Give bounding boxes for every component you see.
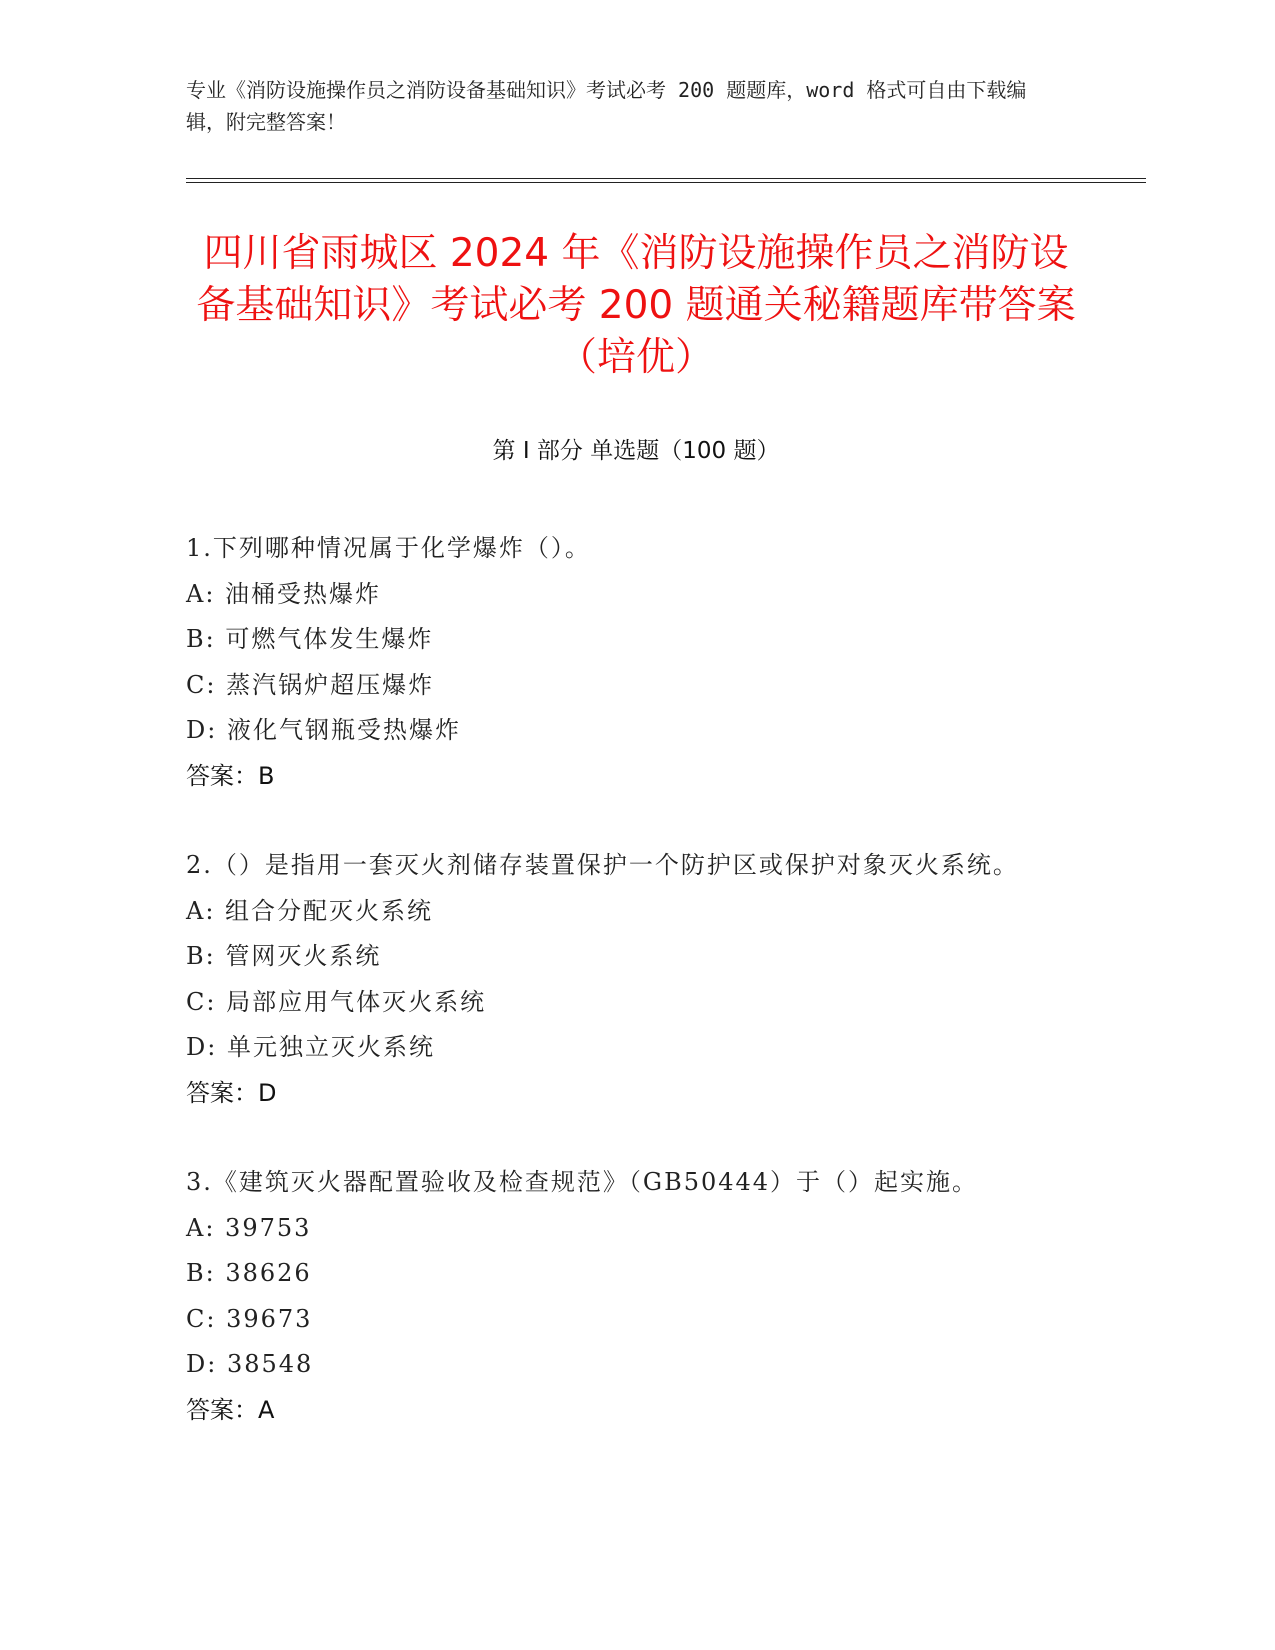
question-2 (186, 843, 1066, 1116)
section-heading: 第 I 部分 单选题（100 题） (492, 438, 780, 464)
option-a: A: 39753 (186, 1213, 312, 1242)
option-a: A: 油桶受热爆炸 (186, 579, 382, 608)
option-d: D: 液化气钢瓶受热爆炸 (186, 716, 461, 744)
question-list (186, 526, 1066, 1477)
option-b: B: 可燃气体发生爆炸 (186, 625, 434, 653)
question-text: 3.《建筑灭火器配置验收及检查规范》（GB50444）于（）起实施。 (186, 1168, 979, 1196)
question-3 (186, 1160, 1066, 1433)
header-divider-top (186, 178, 1146, 179)
answer: 答案：B (186, 761, 275, 790)
header-note: 专业《消防设施操作员之消防设备基础知识》考试必考 200 题题库，word 格式可自由下载编辑，附完整答案！ (186, 78, 1027, 134)
question-text: 2.（）是指用一套灭火剂储存装置保护一个防护区或保护对象灭火系统。 (186, 851, 1019, 879)
option-c: C: 局部应用气体灭火系统 (186, 987, 487, 1016)
question-1 (186, 526, 1066, 799)
option-c: C: 蒸汽锅炉超压爆炸 (186, 670, 435, 699)
answer: 答案：D (186, 1078, 277, 1107)
document-title: 四川省雨城区 2024 年《消防设施操作员之消防设备基础知识》考试必考 200 题通关秘籍题库带答案（培优） (196, 231, 1076, 380)
option-a: A: 组合分配灭火系统 (186, 896, 434, 925)
option-b: B: 38626 (186, 1259, 312, 1287)
option-d: D: 单元独立灭火系统 (186, 1033, 435, 1061)
option-b: B: 管网灭火系统 (186, 942, 382, 970)
option-c: C: 39673 (186, 1304, 313, 1333)
header-divider-bottom (186, 182, 1146, 183)
option-d: D: 38548 (186, 1350, 314, 1378)
question-text: 1.下列哪种情况属于化学爆炸（）。 (186, 534, 591, 562)
answer: 答案：A (186, 1395, 275, 1424)
